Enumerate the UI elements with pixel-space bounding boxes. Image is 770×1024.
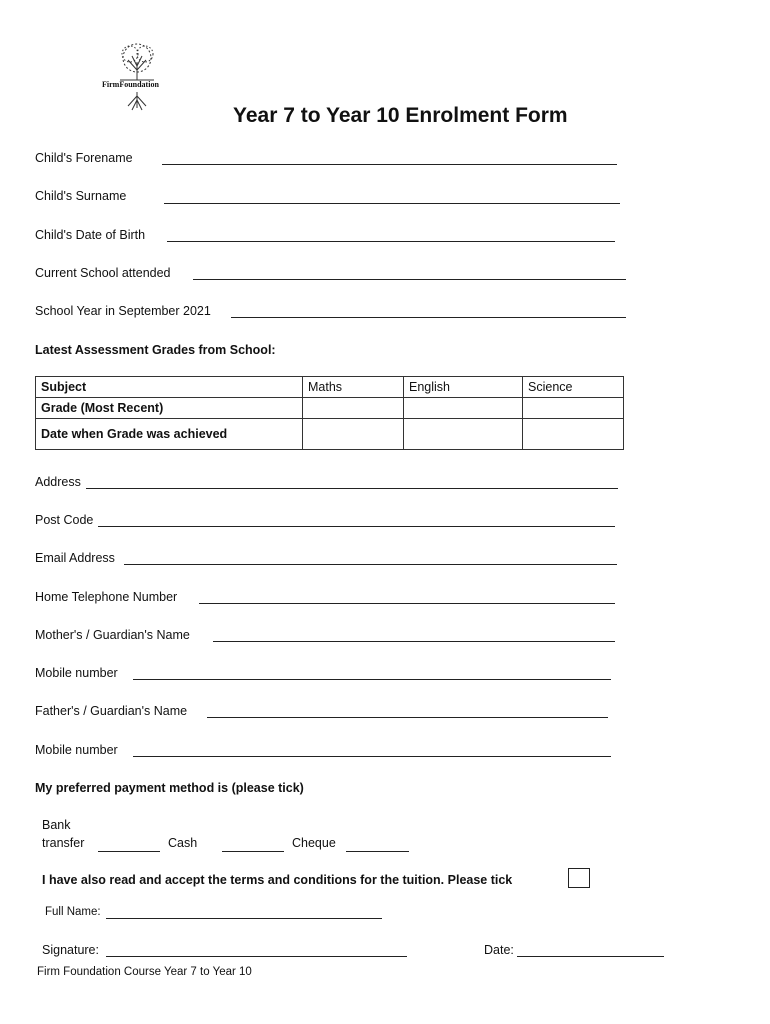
col-maths: Maths (303, 377, 404, 398)
postcode-label: Post Code (35, 513, 94, 527)
row-date-label: Date when Grade was achieved (36, 419, 303, 450)
grades-heading: Latest Assessment Grades from School: (35, 343, 276, 357)
date-field[interactable] (517, 956, 664, 957)
bank-transfer-label-2: transfer (42, 836, 85, 850)
father-mobile-field[interactable] (133, 756, 611, 757)
terms-text: I have also read and accept the terms and conditions for the tuition. Please tick (42, 873, 513, 887)
school-year-field[interactable] (231, 317, 626, 318)
forename-label: Child's Forename (35, 151, 133, 165)
home-phone-label: Home Telephone Number (35, 590, 178, 604)
full-name-label: Full Name: (45, 906, 101, 918)
mother-name-label: Mother's / Guardian's Name (35, 628, 190, 642)
mother-name-field[interactable] (213, 641, 615, 642)
father-mobile-label: Mobile number (35, 743, 118, 757)
col-english: English (404, 377, 523, 398)
postcode-field[interactable] (98, 526, 615, 527)
grade-science-cell[interactable] (523, 398, 624, 419)
grade-english-cell[interactable] (404, 398, 523, 419)
full-name-field[interactable] (106, 918, 382, 919)
terms-checkbox[interactable] (568, 868, 590, 888)
logo (100, 40, 175, 115)
date-maths-cell[interactable] (303, 419, 404, 450)
page-title: Year 7 to Year 10 Enrolment Form (233, 104, 568, 127)
date-english-cell[interactable] (404, 419, 523, 450)
cash-tick[interactable] (222, 851, 284, 852)
dob-field[interactable] (167, 241, 615, 242)
row-grade-label: Grade (Most Recent) (36, 398, 303, 419)
father-name-label: Father's / Guardian's Name (35, 704, 188, 718)
signature-field[interactable] (106, 956, 407, 957)
address-label: Address (35, 475, 81, 489)
cheque-tick[interactable] (346, 851, 409, 852)
current-school-field[interactable] (193, 279, 626, 280)
email-field[interactable] (124, 564, 617, 565)
mother-mobile-field[interactable] (133, 679, 611, 680)
forename-field[interactable] (162, 164, 617, 165)
surname-field[interactable] (164, 203, 620, 204)
bank-transfer-tick[interactable] (98, 851, 160, 852)
date-label: Date: (484, 943, 514, 957)
school-year-label: School Year in September 2021 (35, 304, 211, 318)
cash-label: Cash (168, 836, 198, 850)
home-phone-field[interactable] (199, 603, 615, 604)
payment-heading: My preferred payment method is (please tick) (35, 781, 304, 795)
bank-transfer-label-1: Bank (42, 818, 71, 832)
tree-logo-icon (100, 40, 175, 115)
col-science: Science (523, 377, 624, 398)
logo-name: FirmFoundation (102, 80, 159, 89)
grade-maths-cell[interactable] (303, 398, 404, 419)
dob-label: Child's Date of Birth (35, 228, 146, 242)
date-science-cell[interactable] (523, 419, 624, 450)
father-name-field[interactable] (207, 717, 608, 718)
surname-label: Child's Surname (35, 189, 127, 203)
col-subject: Subject (36, 377, 303, 398)
signature-label: Signature: (42, 943, 99, 957)
cheque-label: Cheque (292, 836, 336, 850)
grades-table (35, 376, 624, 450)
current-school-label: Current School attended (35, 266, 171, 280)
footer-text: Firm Foundation Course Year 7 to Year 10 (37, 966, 252, 978)
address-field[interactable] (86, 488, 618, 489)
mother-mobile-label: Mobile number (35, 666, 118, 680)
email-label: Email Address (35, 551, 115, 565)
